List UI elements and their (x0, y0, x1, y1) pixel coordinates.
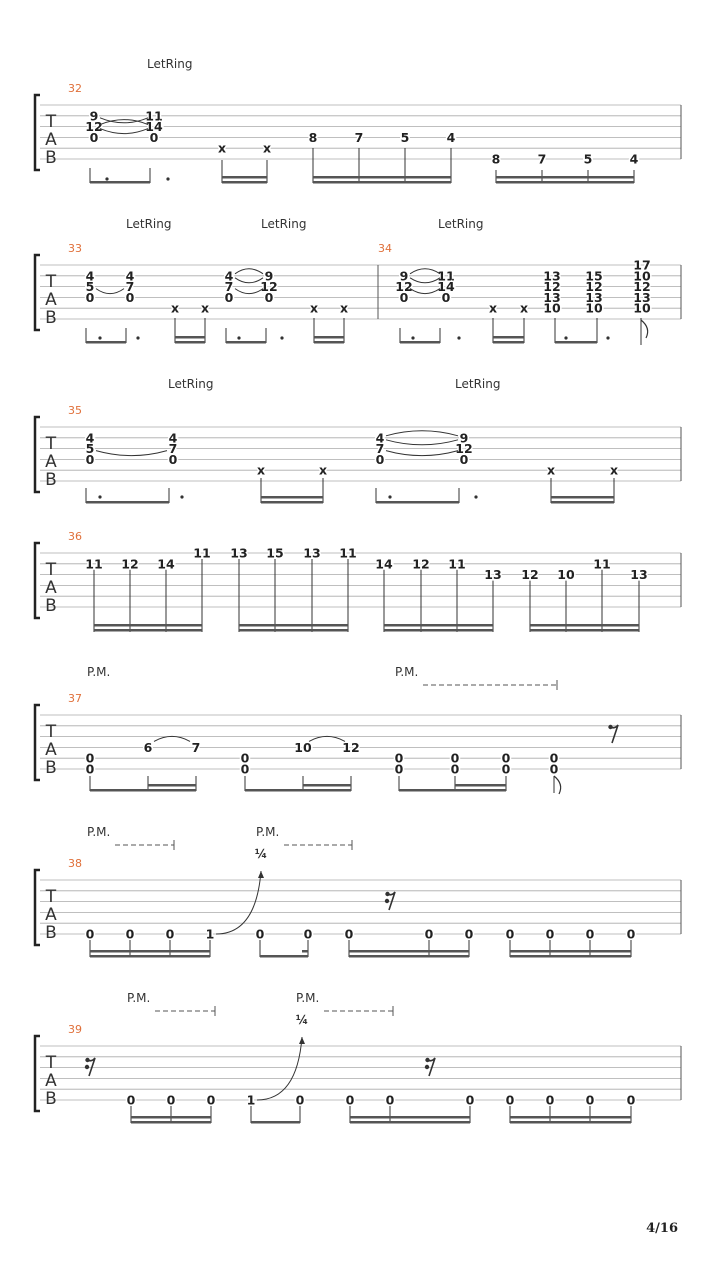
fret-number: 12 (395, 279, 413, 295)
fret-number: 9 (459, 430, 469, 446)
tab-clef-letter: T (45, 272, 57, 292)
fret-number: 12 (412, 556, 430, 572)
palm-mute-marker: P.M. (256, 825, 280, 839)
fret-number: 12 (633, 279, 651, 295)
fret-number: x (217, 140, 227, 156)
beam (148, 784, 196, 787)
fret-number: 13 (543, 268, 561, 284)
beam (496, 176, 634, 179)
fret-number: 0 (394, 750, 404, 766)
fret-number: 11 (339, 545, 357, 561)
fret-number: 7 (537, 151, 547, 167)
beam (350, 1121, 470, 1124)
tab-clef-letter: A (45, 130, 57, 150)
fret-number: 0 (240, 761, 250, 777)
beam (530, 624, 639, 627)
fret-number: 0 (89, 129, 99, 145)
dot (237, 336, 240, 339)
rest-dot (85, 1058, 89, 1062)
page-number: 4/16 (646, 1221, 678, 1236)
beam (384, 624, 493, 627)
let-ring-marker: LetRing (168, 377, 214, 391)
fret-number: 4 (224, 268, 234, 284)
fret-number: 0 (344, 926, 354, 942)
tab-clef-letter: T (45, 434, 57, 454)
fret-number: 10 (633, 268, 651, 284)
fret-number: x (170, 300, 180, 316)
tab-clef-letter: T (45, 1053, 57, 1073)
fret-number: 12 (260, 279, 278, 295)
fret-number: 11 (593, 556, 611, 572)
dot (457, 336, 460, 339)
system-bracket (35, 870, 40, 945)
dot (474, 495, 477, 498)
fret-number: 0 (626, 1092, 636, 1108)
tab-clef-letter: B (45, 758, 57, 778)
beam (510, 950, 631, 953)
fret-number: 14 (145, 119, 163, 135)
dot (105, 177, 108, 180)
fret-number: 11 (145, 108, 163, 124)
bend-curve (257, 1037, 302, 1100)
fret-number: 10 (294, 739, 312, 755)
bend-amount: ¼ (254, 847, 268, 861)
fret-number: 0 (424, 926, 434, 942)
system-bracket (35, 543, 40, 618)
bend-curve (216, 871, 261, 934)
beam (239, 629, 348, 632)
beam (349, 950, 469, 953)
fret-number: 12 (543, 279, 561, 295)
fret-number: 4 (125, 268, 135, 284)
fret-number: 11 (448, 556, 466, 572)
beam (314, 336, 344, 339)
fret-number: 9 (399, 268, 409, 284)
beam (551, 501, 614, 504)
tab-clef-letter: T (45, 560, 57, 580)
fret-number: 12 (121, 556, 139, 572)
rest-dot (385, 899, 389, 903)
beam (313, 181, 451, 184)
rest-dot (385, 892, 389, 896)
fret-number: x (339, 300, 349, 316)
beam (313, 176, 451, 179)
fret-number: 4 (375, 430, 385, 446)
beam (90, 789, 196, 792)
tab-clef-letter: B (45, 1089, 57, 1109)
dot (564, 336, 567, 339)
beam (510, 1121, 631, 1124)
fret-number: 1 (246, 1092, 256, 1108)
fret-number: 5 (583, 151, 593, 167)
fret-number: 0 (394, 761, 404, 777)
tab-clef-letter: T (45, 722, 57, 742)
fret-number: 4 (629, 151, 639, 167)
measure-number: 34 (378, 242, 392, 255)
fret-number: 0 (585, 926, 595, 942)
tab-clef-letter: A (45, 740, 57, 760)
tie-arc (309, 736, 345, 741)
fret-number: 0 (465, 1092, 475, 1108)
fret-number: 9 (264, 268, 274, 284)
beam (302, 950, 308, 953)
let-ring-marker: LetRing (261, 217, 307, 231)
fret-number: 13 (543, 289, 561, 305)
beam (314, 341, 344, 344)
fret-number: 12 (455, 441, 473, 457)
fret-number: 0 (385, 1092, 395, 1108)
tie-arc (100, 129, 148, 134)
measure-number: 33 (68, 242, 82, 255)
fret-number: 15 (266, 545, 284, 561)
tie-arc (96, 451, 167, 456)
fret-number: 12 (85, 119, 103, 135)
fret-number: 11 (193, 545, 211, 561)
beam (245, 789, 351, 792)
fret-number: 13 (585, 289, 603, 305)
measure-number: 38 (68, 857, 82, 870)
fret-number: x (309, 300, 319, 316)
fret-number: 0 (505, 1092, 515, 1108)
fret-number: 17 (633, 257, 651, 273)
fret-number: 7 (224, 279, 234, 295)
tab-clef-letter: A (45, 290, 57, 310)
tab-clef-letter: B (45, 308, 57, 328)
fret-number: 14 (375, 556, 393, 572)
measure-number: 35 (68, 404, 82, 417)
fret-number: 12 (585, 279, 603, 295)
let-ring-marker: LetRing (126, 217, 172, 231)
beam (399, 789, 506, 792)
fret-number: 0 (85, 289, 95, 305)
fret-number: x (546, 462, 556, 478)
beam (303, 784, 351, 787)
fret-number: 0 (126, 1092, 136, 1108)
fret-number: 0 (399, 289, 409, 305)
palm-mute-marker: P.M. (296, 991, 320, 1005)
tab-clef-letter: B (45, 923, 57, 943)
beam (90, 955, 210, 958)
beam (222, 176, 267, 179)
system-bracket (35, 705, 40, 780)
bend-arrow (258, 871, 264, 878)
rest-dot (85, 1065, 89, 1069)
fret-number: 0 (295, 1092, 305, 1108)
fret-number: x (256, 462, 266, 478)
fret-number: 0 (545, 926, 555, 942)
beam (455, 784, 506, 787)
fret-number: 0 (545, 1092, 555, 1108)
tie-arc (386, 440, 458, 445)
beam (261, 496, 323, 499)
fret-number: 0 (441, 289, 451, 305)
fret-number: 12 (342, 739, 360, 755)
fret-number: 10 (585, 300, 603, 316)
fret-number: 10 (557, 567, 575, 583)
beam (86, 501, 169, 504)
fret-number: 14 (437, 279, 455, 295)
fret-number: 0 (375, 451, 385, 467)
fret-number: 7 (191, 739, 201, 755)
fret-number: 14 (157, 556, 175, 572)
fret-number: 13 (484, 567, 502, 583)
beam (376, 501, 459, 504)
dot (98, 336, 101, 339)
fret-number: 0 (166, 1092, 176, 1108)
beam (94, 629, 202, 632)
system-bracket (35, 95, 40, 170)
fret-number: 0 (626, 926, 636, 942)
dot (136, 336, 139, 339)
measure-number: 32 (68, 82, 82, 95)
fret-number: 0 (85, 761, 95, 777)
system-bracket (35, 1036, 40, 1111)
bend-arrow (299, 1037, 305, 1044)
beam (94, 624, 202, 627)
beam (226, 341, 266, 344)
fret-number: 13 (633, 289, 651, 305)
tab-clef-letter: A (45, 905, 57, 925)
tab-clef-letter: T (45, 887, 57, 907)
palm-mute-marker: P.M. (87, 665, 111, 679)
dot (606, 336, 609, 339)
beam (530, 629, 639, 632)
beam (510, 955, 631, 958)
fret-number: 0 (505, 926, 515, 942)
beam (131, 1116, 211, 1119)
fret-number: 11 (437, 268, 455, 284)
beam (90, 950, 210, 953)
tab-clef-letter: B (45, 148, 57, 168)
fret-number: 13 (230, 545, 248, 561)
fret-number: 0 (240, 750, 250, 766)
beam (260, 955, 308, 958)
fret-number: 8 (308, 129, 318, 145)
fret-number: 0 (206, 1092, 216, 1108)
fret-number: 0 (450, 750, 460, 766)
fret-number: 0 (85, 750, 95, 766)
fret-number: 11 (85, 556, 103, 572)
fret-number: 0 (501, 761, 511, 777)
fret-number: 0 (464, 926, 474, 942)
note-flag (554, 776, 561, 794)
fret-number: 0 (264, 289, 274, 305)
fret-number: 0 (549, 750, 559, 766)
fret-number: 0 (549, 761, 559, 777)
fret-number: 0 (255, 926, 265, 942)
beam (261, 501, 323, 504)
rest-dot (425, 1065, 429, 1069)
tab-clef-letter: B (45, 470, 57, 490)
fret-number: 7 (354, 129, 364, 145)
fret-number: 7 (125, 279, 135, 295)
fret-number: 0 (459, 451, 469, 467)
fret-number: 5 (85, 441, 95, 457)
tie-arc (235, 269, 263, 274)
fret-number: 4 (85, 268, 95, 284)
beam (239, 624, 348, 627)
beam (251, 1121, 300, 1124)
fret-number: x (262, 140, 272, 156)
note-flag (641, 320, 648, 338)
dot (388, 495, 391, 498)
tab-clef-letter: B (45, 596, 57, 616)
fret-number: 4 (168, 430, 178, 446)
measure-number: 39 (68, 1023, 82, 1036)
fret-number: 12 (521, 567, 539, 583)
beam (175, 341, 205, 344)
dot (280, 336, 283, 339)
system-bracket (35, 255, 40, 330)
let-ring-marker: LetRing (455, 377, 501, 391)
tie-arc (410, 278, 440, 283)
fret-number: 0 (501, 750, 511, 766)
measure-number: 36 (68, 530, 82, 543)
fret-number: 7 (375, 441, 385, 457)
fret-number: 15 (585, 268, 603, 284)
fret-number: 0 (585, 1092, 595, 1108)
fret-number: 0 (125, 289, 135, 305)
dot (180, 495, 183, 498)
rest-dot (425, 1058, 429, 1062)
beam (493, 341, 524, 344)
fret-number: 4 (446, 129, 456, 145)
fret-number: 13 (630, 567, 648, 583)
system-bracket (35, 417, 40, 492)
rest-dot (608, 725, 612, 729)
fret-number: 0 (224, 289, 234, 305)
fret-number: x (519, 300, 529, 316)
fret-number: 4 (85, 430, 95, 446)
dot (166, 177, 169, 180)
dot (411, 336, 414, 339)
beam (131, 1121, 211, 1124)
let-ring-marker: LetRing (147, 57, 193, 71)
measure-number: 37 (68, 692, 82, 705)
tab-clef-letter: A (45, 578, 57, 598)
tie-arc (386, 431, 458, 436)
tab-clef-letter: A (45, 452, 57, 472)
fret-number: 1 (205, 926, 215, 942)
fret-number: x (488, 300, 498, 316)
beam (510, 1116, 631, 1119)
fret-number: 9 (89, 108, 99, 124)
beam (222, 181, 267, 184)
fret-number: 5 (400, 129, 410, 145)
fret-number: 10 (543, 300, 561, 316)
beam (175, 336, 205, 339)
tab-clef-letter: T (45, 112, 57, 132)
dot (98, 495, 101, 498)
fret-number: 0 (168, 451, 178, 467)
fret-number: 0 (450, 761, 460, 777)
fret-number: 0 (149, 129, 159, 145)
fret-number: x (318, 462, 328, 478)
tie-arc (235, 278, 263, 283)
bend-amount: ¼ (295, 1013, 309, 1027)
tie-arc (386, 451, 458, 456)
beam (551, 496, 614, 499)
tie-arc (410, 289, 440, 294)
palm-mute-marker: P.M. (395, 665, 419, 679)
beam (496, 181, 634, 184)
palm-mute-marker: P.M. (87, 825, 111, 839)
fret-number: 0 (165, 926, 175, 942)
let-ring-marker: LetRing (438, 217, 484, 231)
fret-number: 0 (345, 1092, 355, 1108)
beam (384, 629, 493, 632)
fret-number: x (200, 300, 210, 316)
palm-mute-marker: P.M. (127, 991, 151, 1005)
fret-number: 13 (303, 545, 321, 561)
fret-number: 0 (125, 926, 135, 942)
tab-clef-letter: A (45, 1071, 57, 1091)
tie-arc (410, 269, 440, 274)
fret-number: 7 (168, 441, 178, 457)
beam (349, 955, 469, 958)
fret-number: 6 (143, 739, 153, 755)
fret-number: 0 (85, 926, 95, 942)
fret-number: 5 (85, 279, 95, 295)
fret-number: 8 (491, 151, 501, 167)
fret-number: x (609, 462, 619, 478)
tie-arc (235, 289, 263, 294)
beam (90, 181, 150, 184)
fret-number: 0 (85, 451, 95, 467)
beam (86, 341, 126, 344)
beam (555, 341, 597, 344)
beam (350, 1116, 470, 1119)
beam (493, 336, 524, 339)
fret-number: 0 (303, 926, 313, 942)
fret-number: 10 (633, 300, 651, 316)
beam (400, 341, 440, 344)
tie-arc (96, 289, 124, 294)
tie-arc (154, 736, 190, 741)
